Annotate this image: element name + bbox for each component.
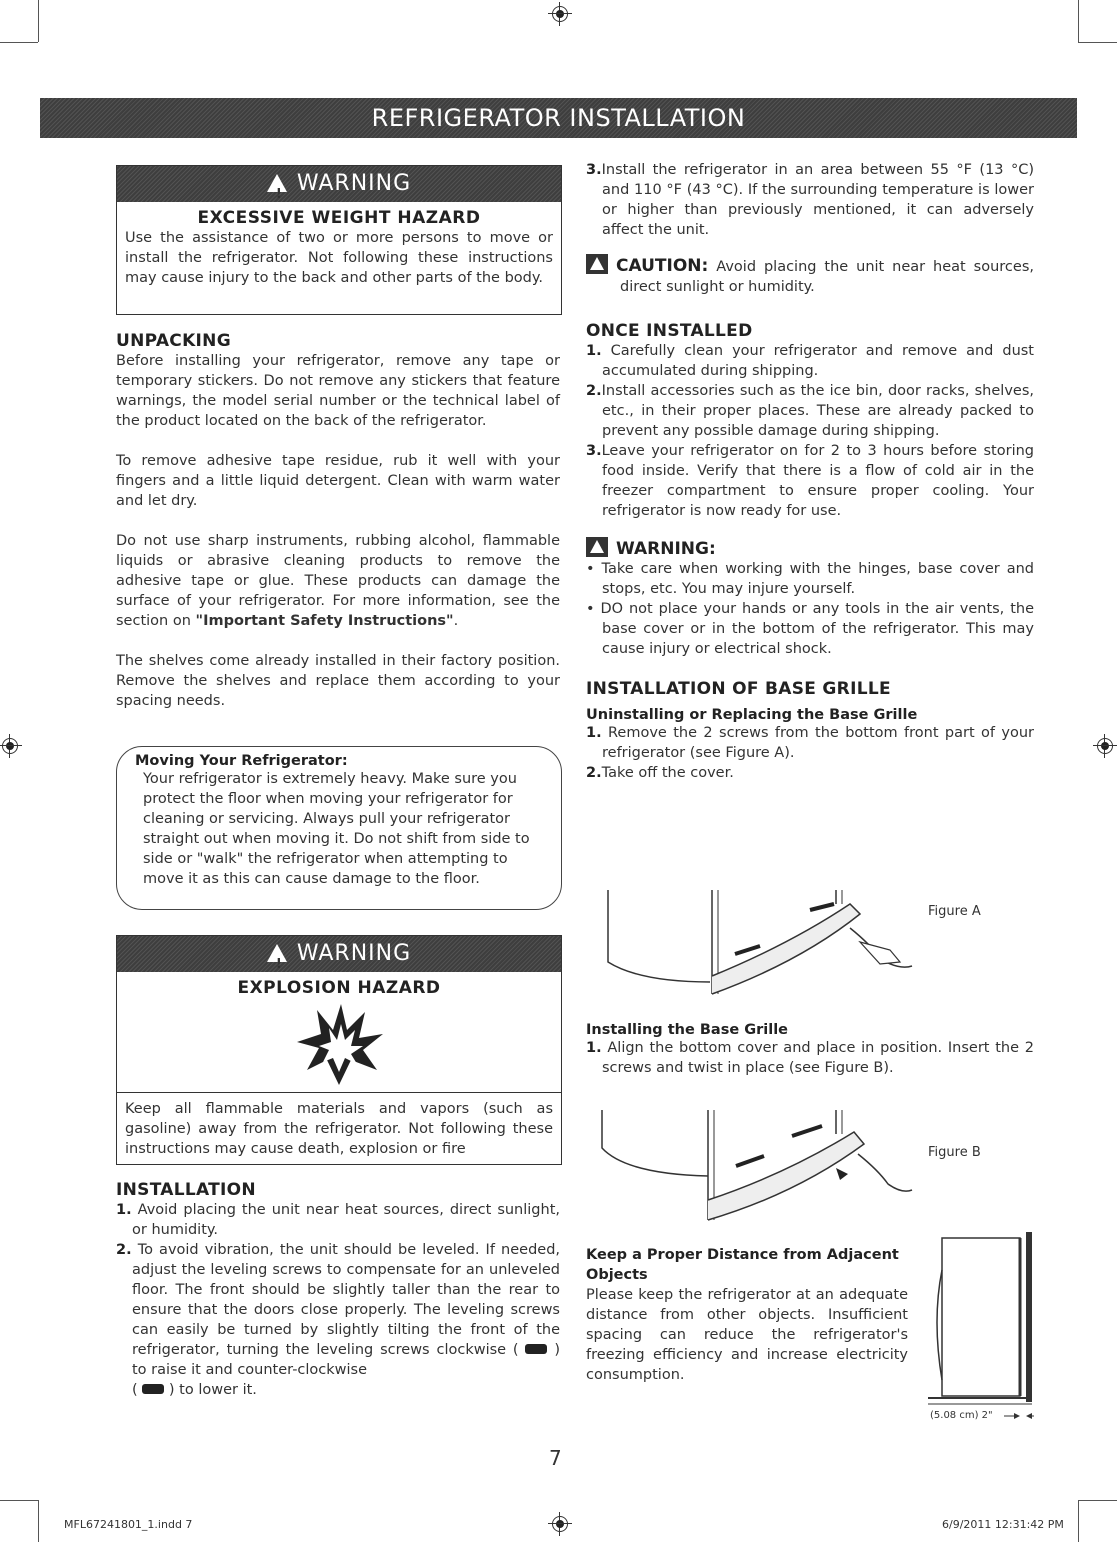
list-item: 3.Install the refrigerator in an area between 55 °F (13 °C) and 110 °F (43 °C). If the surrounding temperature is lower or higher than previously mentioned, it can adversely affect the unit.: [586, 162, 1034, 238]
sub-heading: Keep a Proper Distance from Adjacent Objects: [586, 1247, 899, 1283]
section-heading: INSTALLATION OF BASE GRILLE: [586, 679, 891, 699]
warning-title: EXCESSIVE WEIGHT HAZARD: [197, 208, 481, 228]
counter-clockwise-icon: [142, 1384, 164, 1394]
paragraph: Before installing your refrigerator, remove any tape or temporary stickers. Do not remove any stickers that feature warnings, the model serial number or the technical label of the product located on the back of the refrigerator.: [116, 353, 560, 429]
sub-heading: Installing the Base Grille: [586, 1022, 789, 1038]
caution-icon: [586, 254, 608, 274]
installing-section: [586, 1022, 1034, 1078]
paragraph: To remove adhesive tape residue, rub it well with your fingers and a little liquid detergent. Clean with warm water and let dry.: [116, 453, 560, 509]
crop-mark: [1078, 0, 1079, 42]
weight-warning-box: [116, 165, 562, 315]
registration-mark-icon: [552, 1516, 568, 1532]
warning-triangle-icon: !: [267, 174, 287, 192]
list-item: • DO not place your hands or any tools in the air vents, the base cover or in the bottom of the refrigerator. This may cause injury or electrical shock.: [586, 601, 1034, 657]
registration-mark-icon: [2, 738, 18, 754]
crop-mark: [0, 1500, 38, 1501]
explosion-icon: [279, 1000, 399, 1090]
registration-mark-icon: [552, 6, 568, 22]
list-item: 1. Remove the 2 screws from the bottom front part of your refrigerator (see Figure A).: [586, 725, 1034, 761]
crop-mark: [38, 0, 39, 42]
list-item: 2.Take off the cover.: [586, 765, 734, 781]
moving-note-box: [116, 746, 562, 910]
page-number: 7: [549, 1446, 562, 1470]
footer-timestamp: 6/9/2011 12:31:42 PM: [942, 1518, 1064, 1531]
warning-text: Use the assistance of two or more persons to move or install the refrigerator. Not following these instructions may cause injury to the back and other parts of the body.: [125, 230, 553, 286]
warning-note: WARNING:: [586, 537, 1034, 559]
crop-mark: [1078, 1500, 1117, 1501]
section-banner: REFRIGERATOR INSTALLATION: [40, 98, 1077, 138]
right-column: [586, 160, 1034, 783]
crop-mark: [1078, 1500, 1079, 1542]
footer-file: MFL67241801_1.indd 7: [64, 1518, 193, 1531]
crop-mark: [1078, 42, 1117, 43]
sub-heading: Uninstalling or Replacing the Base Grille: [586, 707, 918, 723]
crop-mark: [38, 1500, 39, 1542]
explosion-warning-box: [116, 935, 562, 1165]
warning-header: ! WARNING: [117, 166, 561, 202]
paragraph: Please keep the refrigerator at an adequate distance from other objects. Insufficient spacing can reduce the refrigerator's freezing efficiency and increase electricity consumption.: [586, 1287, 908, 1383]
safety-reference: "Important Safety Instructions": [195, 613, 454, 629]
list-item: 1. Align the bottom cover and place in position. Insert the 2 screws and twist in place (see Figure B).: [586, 1040, 1035, 1076]
note-text: Your refrigerator is extremely heavy. Make sure you protect the floor when moving your refrigerator for cleaning or servicing. Always pull your refrigerator straight out when moving it. Do not shift from side to side or "walk" the refrigerator when attempting to move it as this can cause damage to the floor.: [143, 771, 530, 887]
section-heading: ONCE INSTALLED: [586, 321, 753, 341]
list-item: 2. To avoid vibration, the unit should be leveled. If needed, adjust the leveling screws to compensate for an unleveled floor. The front should be slightly taller than the rear to ensure that the doors close properly. The leveling screws can easily be turned by slightly tilting the front of the refrigerator, turning the leveling screws clockwise ( ) to raise it and counter-clockwise: [116, 1242, 561, 1378]
clockwise-icon: [525, 1344, 547, 1354]
paragraph: Do not use sharp instruments, rubbing alcohol, flammable liquids or abrasive cleaning products to remove the adhesive tape or glue. These products can damage the surface of your refrigerator. For more information, see the section on "Important Safety Instructions".: [116, 533, 560, 629]
unpacking-section: [116, 331, 560, 711]
section-heading: UNPACKING: [116, 331, 231, 351]
figure-a-illustration: [600, 884, 920, 1000]
note-title: Moving Your Refrigerator:: [135, 753, 348, 769]
installation-section: [116, 1180, 560, 1400]
paragraph: The shelves come already installed in their factory position. Remove the shelves and replace them according to your spacing needs.: [116, 653, 560, 709]
caution-note: CAUTION: Avoid placing the unit near heat sources, direct sunlight or humidity.: [586, 254, 1034, 297]
clearance-illustration: [924, 1230, 1036, 1420]
figure-caption: Figure A: [928, 904, 981, 919]
warning-title: EXPLOSION HAZARD: [237, 978, 441, 998]
warning-text: Keep all flammable materials and vapors (such as gasoline) away from the refrigerator. Not following these instructions may cause death, explosion or fire: [117, 1092, 561, 1163]
list-item: 2.Install accessories such as the ice bin, door racks, shelves, etc., in their proper places. These are already packed to prevent any possible damage during shipping.: [586, 383, 1034, 439]
list-item: • Take care when working with the hinges, base cover and stops, etc. You may injure yourself.: [586, 561, 1034, 597]
crop-mark: [0, 42, 38, 43]
figure-b-illustration: [596, 1104, 918, 1224]
registration-mark-icon: [1097, 738, 1113, 754]
warning-triangle-icon: !: [267, 944, 287, 962]
list-item: 3.Leave your refrigerator on for 2 to 3 hours before storing food inside. Verify that there is a flow of cold air in the freezer compartment to ensure proper cooling. Your refrigerator is now ready for use.: [586, 443, 1034, 519]
list-item: 1. Avoid placing the unit near heat sources, direct sunlight, or humidity.: [116, 1202, 560, 1238]
warning-header: ! WARNING: [117, 936, 561, 972]
list-item: 1. Carefully clean your refrigerator and remove and dust accumulated during shipping.: [586, 343, 1034, 379]
distance-section: [586, 1245, 908, 1385]
clearance-label: (5.08 cm) 2": [930, 1410, 993, 1421]
figure-caption: Figure B: [928, 1145, 981, 1160]
section-heading: INSTALLATION: [116, 1180, 256, 1200]
warning-icon: [586, 537, 608, 557]
list-item: ( ) to lower it.: [132, 1382, 257, 1398]
